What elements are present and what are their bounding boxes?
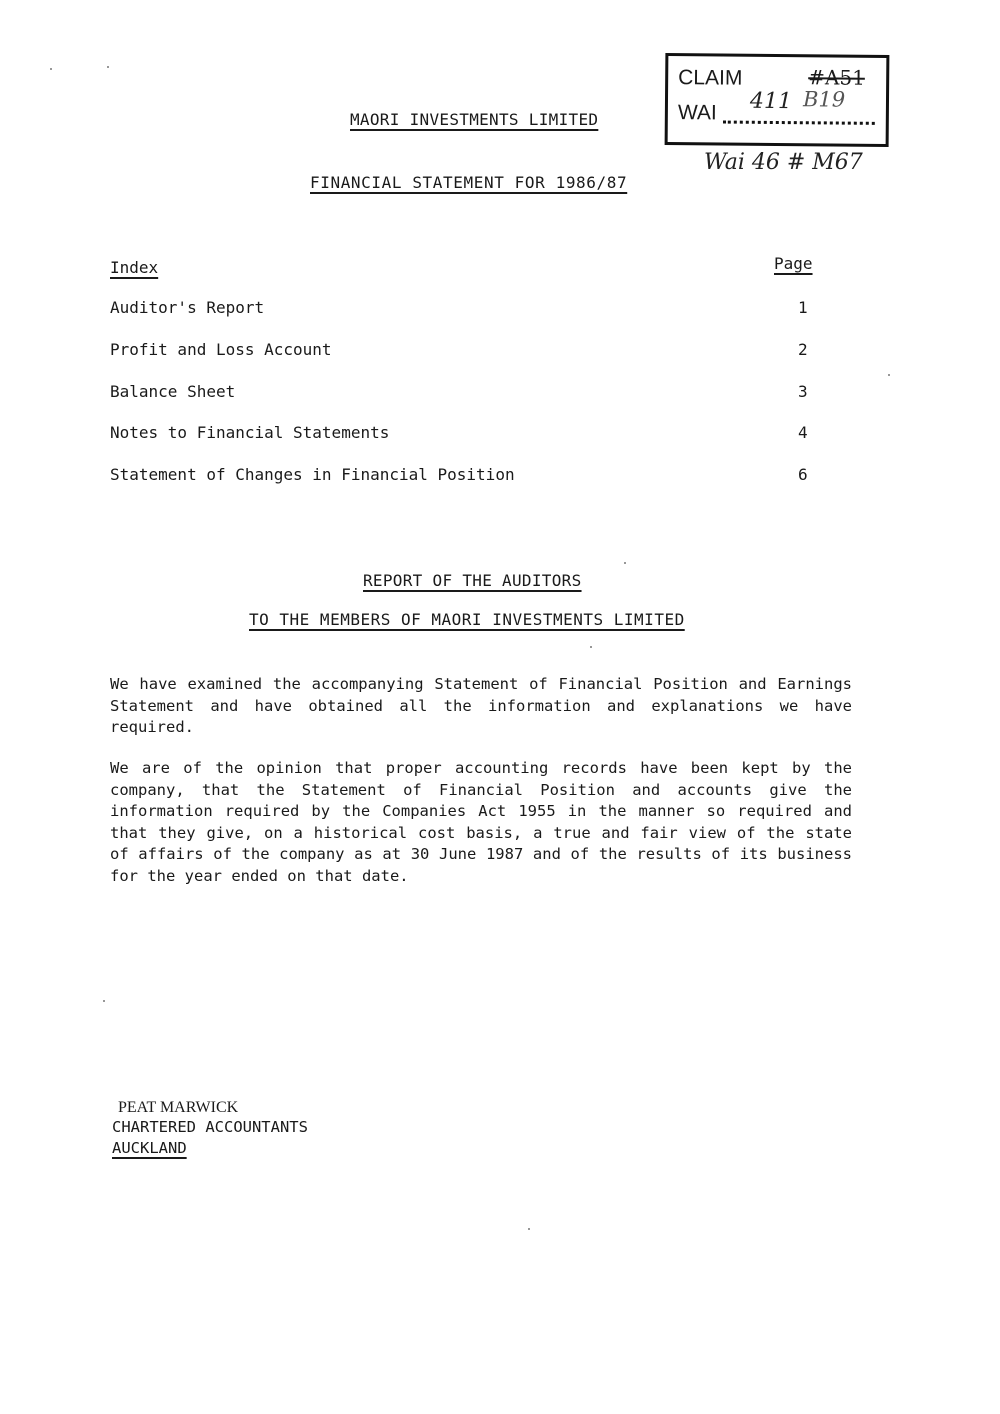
index-item-page: 2 xyxy=(798,340,808,359)
report-paragraph-1: We have examined the accompanying Statement of Financial Position and Earnings Statement and have obtained all the information and explanations we have required. xyxy=(110,675,852,736)
report-subheading: TO THE MEMBERS OF MAORI INVESTMENTS LIMITED xyxy=(249,610,685,629)
signature-location: AUCKLAND xyxy=(112,1139,187,1157)
index-item-page: 1 xyxy=(798,298,808,317)
document-title: FINANCIAL STATEMENT FOR 1986/87 xyxy=(310,173,628,192)
signature-designation: CHARTERED ACCOUNTANTS xyxy=(112,1118,308,1136)
index-item-page: 4 xyxy=(798,423,808,442)
stamp-wai-ref: B19 xyxy=(802,87,846,112)
index-item-page: 6 xyxy=(798,465,808,484)
stamp-wai-label: WAI xyxy=(677,101,717,125)
scan-speck xyxy=(624,562,626,564)
index-item-label: Statement of Changes in Financial Position xyxy=(110,465,515,484)
stamp-claim-label: CLAIM xyxy=(678,66,743,90)
scan-speck xyxy=(50,68,52,70)
report-paragraph-2: We are of the opinion that proper accounting records have been kept by the company, that the Statement of Financial Position and accounts give the information required by the Companies Act 1955 in the manner so required and that they give, on a historical cost basis, a true and fair view of the state of affairs of the company as at 30 June 1987 and of the results of its business for the year ended on that date. xyxy=(110,759,852,885)
index-item-label: Notes to Financial Statements xyxy=(110,423,390,442)
page-heading: Page xyxy=(774,254,813,273)
index-item-label: Auditor's Report xyxy=(110,298,265,317)
stamp-struck-value: #A51 xyxy=(808,65,865,90)
report-heading: REPORT OF THE AUDITORS xyxy=(363,571,582,590)
scan-speck xyxy=(888,374,890,376)
stamp-dotted-line xyxy=(723,121,875,125)
scan-speck xyxy=(590,646,592,648)
scan-speck xyxy=(103,1000,105,1002)
scan-speck xyxy=(107,66,109,68)
company-name: MAORI INVESTMENTS LIMITED xyxy=(350,110,599,129)
claim-stamp xyxy=(665,53,890,147)
scan-speck xyxy=(528,1228,530,1230)
handwritten-note: Wai 46 # M67 xyxy=(704,150,863,175)
index-heading: Index xyxy=(110,258,159,277)
index-item-label: Profit and Loss Account xyxy=(110,340,332,359)
index-item-label: Balance Sheet xyxy=(110,382,236,401)
index-item-page: 3 xyxy=(798,382,808,401)
stamp-wai-value: 411 xyxy=(749,88,793,115)
signature-firm: PEAT MARWICK xyxy=(118,1099,239,1116)
